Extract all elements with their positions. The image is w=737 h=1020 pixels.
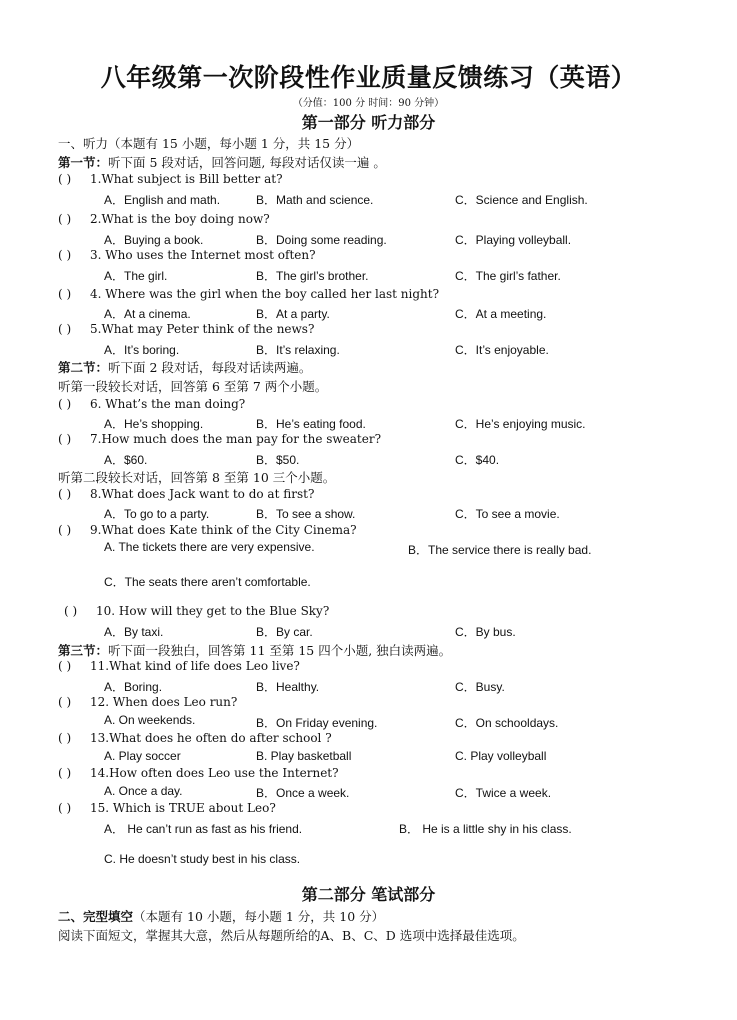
exam-subtitle: （分值：100 分 时间：90 分钟）: [292, 98, 445, 109]
answer-blank-15[interactable]: ( ): [58, 801, 72, 815]
question-6-text: 6. What’s the man doing?: [90, 397, 246, 411]
answer-blank-5[interactable]: ( ): [58, 322, 72, 336]
option-2b: B．Doing some reading.: [256, 233, 387, 247]
option-10c: C．By bus.: [455, 625, 516, 639]
option-7b: B．$50.: [256, 453, 300, 467]
question-4-text: 4. Where was the girl when the boy called her last night?: [90, 287, 440, 301]
option-15c: C. He doesn’t study best in his class.: [104, 852, 301, 866]
jie1-text: 听下面 5 段对话，回答问题, 每段对话仅读一遍 。: [108, 155, 386, 170]
option-4a: A．At a cinema.: [104, 307, 191, 321]
jie2-label: 第二节：: [58, 360, 109, 375]
jie3-instruction: [58, 641, 451, 659]
option-15b: B． He is a little shy in his class.: [399, 822, 572, 836]
question-11-text: 11.What kind of life does Leo live?: [90, 659, 300, 673]
question-14: [58, 766, 339, 780]
question-5: [58, 322, 314, 336]
jie2-text: 听下面 2 段对话，每段对话读两遍。: [108, 360, 312, 375]
exam-title: 八年级第一次阶段性作业质量反馈练习（英语）: [100, 63, 637, 92]
question-10-text: 10. How will they get to the Blue Sky?: [96, 604, 330, 618]
option-11c: C．Busy.: [455, 680, 505, 694]
cloze-instruction: 阅读下面短文，掌握其大意，然后从每题所给的A、B、C、D 选项中选择最佳选项。: [58, 928, 525, 943]
option-12a: A. On weekends.: [104, 713, 196, 727]
option-11a: A．Boring.: [104, 680, 163, 694]
option-13b: B. Play basketball: [256, 749, 352, 763]
question-8: [58, 487, 314, 501]
option-1c: C．Science and English.: [455, 193, 588, 207]
part1-title: 第一部分 听力部分: [301, 113, 436, 132]
question-11: [58, 659, 300, 673]
question-5-text: 5.What may Peter think of the news?: [90, 322, 315, 336]
option-5a: A．It’s boring.: [104, 343, 180, 357]
question-9: [58, 523, 357, 537]
option-14b: B．Once a week.: [256, 786, 350, 800]
option-6b: B．He’s eating food.: [256, 417, 366, 431]
question-14-text: 14.How often does Leo use the Internet?: [90, 766, 339, 780]
option-9a: A. The tickets there are very expensive.: [104, 540, 315, 554]
answer-blank-6[interactable]: ( ): [58, 397, 72, 411]
option-15a: A． He can’t run as fast as his friend.: [104, 822, 303, 836]
option-5b: B．It’s relaxing.: [256, 343, 340, 357]
question-13-text: 13.What does he often do after school ?: [90, 731, 332, 745]
answer-blank-2[interactable]: ( ): [58, 212, 72, 226]
question-1: [58, 172, 283, 186]
question-4: [58, 287, 439, 301]
option-11b: B．Healthy.: [256, 680, 320, 694]
option-9b: B．The service there is really bad.: [408, 543, 592, 557]
question-2: [58, 212, 270, 226]
question-10: [64, 604, 329, 618]
option-6c: C．He’s enjoying music.: [455, 417, 586, 431]
option-9c: C．The seats there aren’t comfortable.: [104, 575, 311, 589]
option-8c: C．To see a movie.: [455, 507, 560, 521]
jie2-sub-instruction-2: 听第二段较长对话，回答第 8 至第 10 三个小题。: [58, 470, 336, 485]
jie2-sub-instruction-1: 听第一段较长对话，回答第 6 至第 7 两个小题。: [58, 379, 328, 394]
answer-blank-7[interactable]: ( ): [58, 432, 72, 446]
answer-blank-3[interactable]: ( ): [58, 248, 72, 262]
question-7: [58, 432, 381, 446]
question-7-text: 7.How much does the man pay for the sweater?: [90, 432, 382, 446]
option-1b: B．Math and science.: [256, 193, 374, 207]
jie3-text: 听下面一段独白，回答第 11 至第 15 四个小题, 独白读两遍。: [108, 643, 452, 658]
question-13: [58, 731, 332, 745]
option-7c: C．$40.: [455, 453, 500, 467]
option-12b: B．On Friday evening.: [256, 716, 378, 730]
option-10b: B．By car.: [256, 625, 313, 639]
jie3-label: 第三节：: [58, 643, 109, 658]
question-15: [58, 801, 276, 815]
answer-blank-4[interactable]: ( ): [58, 287, 72, 301]
question-12: [58, 695, 237, 709]
answer-blank-13[interactable]: ( ): [58, 731, 72, 745]
cloze-section-heading: [58, 907, 384, 925]
question-8-text: 8.What does Jack want to do at first?: [90, 487, 315, 501]
question-1-text: 1.What subject is Bill better at?: [90, 172, 283, 186]
option-3c: C．The girl’s father.: [455, 269, 561, 283]
answer-blank-14[interactable]: ( ): [58, 766, 72, 780]
question-3-text: 3. Who uses the Internet most often?: [90, 248, 316, 262]
option-3b: B．The girl’s brother.: [256, 269, 369, 283]
question-3: [58, 248, 316, 262]
option-1a: A．English and math.: [104, 193, 221, 207]
option-14a: A. Once a day.: [104, 784, 183, 798]
option-3a: A．The girl.: [104, 269, 168, 283]
option-8b: B．To see a show.: [256, 507, 356, 521]
answer-blank-12[interactable]: ( ): [58, 695, 72, 709]
question-2-text: 2.What is the boy doing now?: [90, 212, 270, 226]
option-7a: A．$60.: [104, 453, 148, 467]
option-8a: A．To go to a party.: [104, 507, 210, 521]
answer-blank-1[interactable]: ( ): [58, 172, 72, 186]
option-4c: C．At a meeting.: [455, 307, 547, 321]
answer-blank-11[interactable]: ( ): [58, 659, 72, 673]
option-13c: C. Play volleyball: [455, 749, 547, 763]
jie1-label: 第一节：: [58, 155, 109, 170]
option-10a: A．By taxi.: [104, 625, 164, 639]
part2-title: 第二部分 笔试部分: [301, 885, 436, 904]
option-14c: C．Twice a week.: [455, 786, 552, 800]
option-2a: A．Buying a book.: [104, 233, 204, 247]
option-5c: C．It’s enjoyable.: [455, 343, 549, 357]
question-6: [58, 397, 245, 411]
question-15-text: 15. Which is TRUE about Leo?: [90, 801, 276, 815]
option-12c: C．On schooldays.: [455, 716, 559, 730]
option-4b: B．At a party.: [256, 307, 330, 321]
answer-blank-10[interactable]: ( ): [64, 604, 78, 618]
question-12-text: 12. When does Leo run?: [90, 695, 238, 709]
cloze-section-text: （本题有 10 小题，每小题 1 分，共 10 分）: [133, 909, 385, 924]
option-6a: A．He’s shopping.: [104, 417, 204, 431]
jie1-instruction: [58, 153, 386, 171]
listening-section-heading: 一、听力（本题有 15 小题，每小题 1 分，共 15 分）: [58, 136, 360, 151]
cloze-section-label: 二、完型填空: [58, 909, 134, 924]
question-9-text: 9.What does Kate think of the City Cinema?: [90, 523, 357, 537]
option-2c: C．Playing volleyball.: [455, 233, 572, 247]
answer-blank-9[interactable]: ( ): [58, 523, 72, 537]
jie2-instruction: [58, 358, 311, 376]
option-13a: A. Play soccer: [104, 749, 181, 763]
answer-blank-8[interactable]: ( ): [58, 487, 72, 501]
